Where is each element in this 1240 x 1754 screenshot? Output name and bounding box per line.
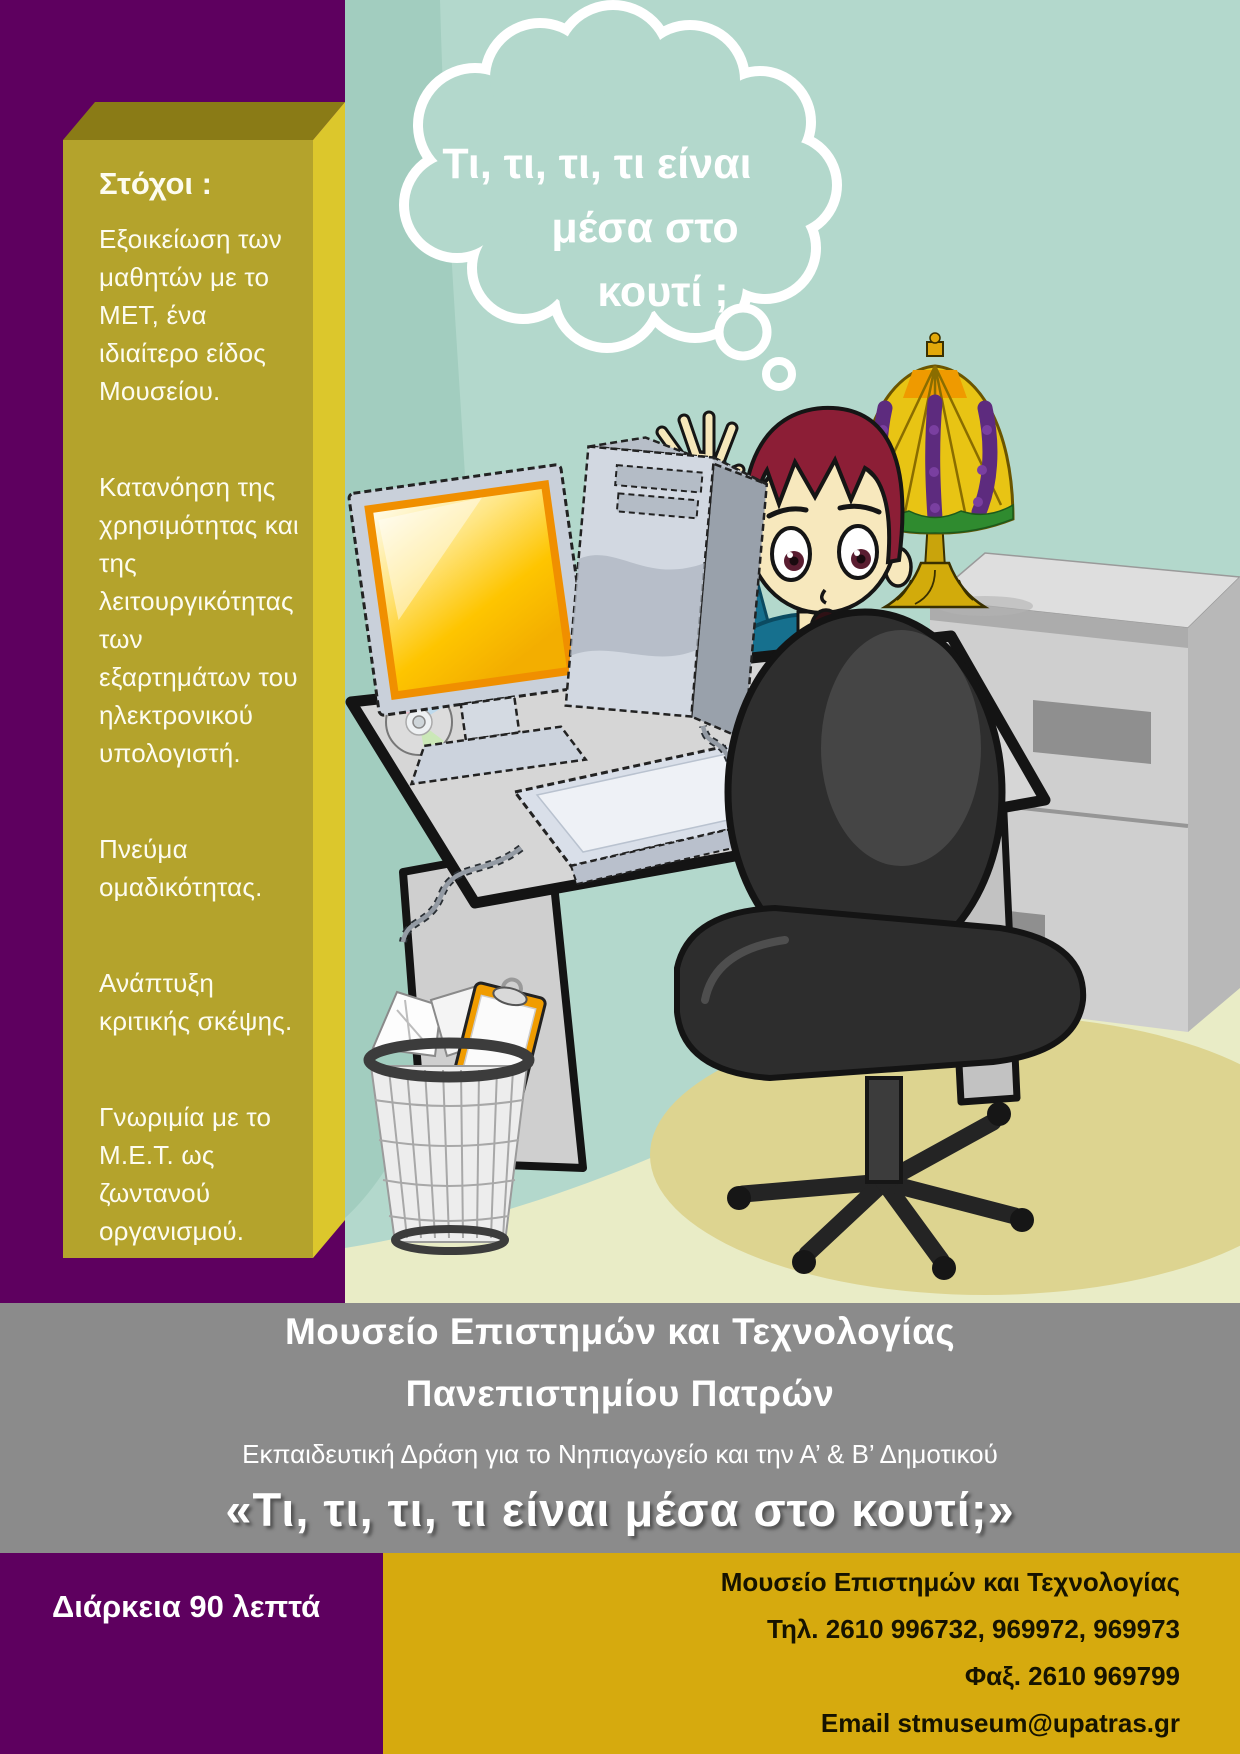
bubble-text-line1: Τι, τι, τι, τι είναι <box>442 140 752 188</box>
goal-item: Εξοικείωση των μαθητών με το ΜΕΤ, ένα ιδιαίτερο είδος Μουσείου. <box>99 224 282 406</box>
goal-item: Κατανόηση της χρησιμότητας και της λειτουργικότητας των εξαρτημάτων του ηλεκτρονικού υπολογιστή. <box>99 472 299 768</box>
duration-label: Διάρκεια 90 λεπτά <box>52 1589 321 1624</box>
footer-duration-block <box>0 1553 383 1754</box>
contact-fax: Φαξ. 2610 969799 <box>964 1661 1180 1691</box>
museum-title-line2: Πανεπιστημίου Πατρών <box>405 1373 835 1414</box>
bubble-text-line3: κουτί ; <box>597 268 729 316</box>
band-subtitle: Εκπαιδευτική Δράση για το Νηπιαγωγείο και την Α’ & Β’ Δημοτικού <box>242 1439 998 1469</box>
museum-title-line1: Μουσείο Επιστημών και Τεχνολογίας <box>284 1311 956 1352</box>
footer-contact-block <box>383 1553 1240 1754</box>
goal-heading: Στόχοι : <box>99 166 212 201</box>
goal-item: Πνεύμα ομαδικότητας. <box>99 834 263 902</box>
goal-item: Ανάπτυξη κριτικής σκέψης. <box>99 968 293 1036</box>
activity-title: «Τι, τι, τι, τι είναι μέσα στο κουτί;» <box>225 1483 1015 1536</box>
bubble-text-line2: μέσα στο <box>551 204 739 252</box>
title-band <box>0 1303 1240 1553</box>
computer-tower <box>564 433 770 740</box>
goal-box-top-face <box>63 102 345 140</box>
bubble-trail-small <box>766 361 792 387</box>
goal-box <box>63 140 313 1258</box>
goal-box-right-face <box>313 102 345 1258</box>
illustration <box>345 0 1240 1303</box>
contact-phone: Τηλ. 2610 996732, 969972, 969973 <box>767 1614 1180 1644</box>
goal-item: Γνωριμία με το Μ.Ε.Τ. ως ζωντανού οργανισμού. <box>99 1102 272 1246</box>
contact-name: Μουσείο Επιστημών και Τεχνολογίας <box>720 1567 1180 1597</box>
chair-seat <box>677 908 1083 1078</box>
contact-email: Email stmuseum@upatras.gr <box>820 1708 1180 1738</box>
